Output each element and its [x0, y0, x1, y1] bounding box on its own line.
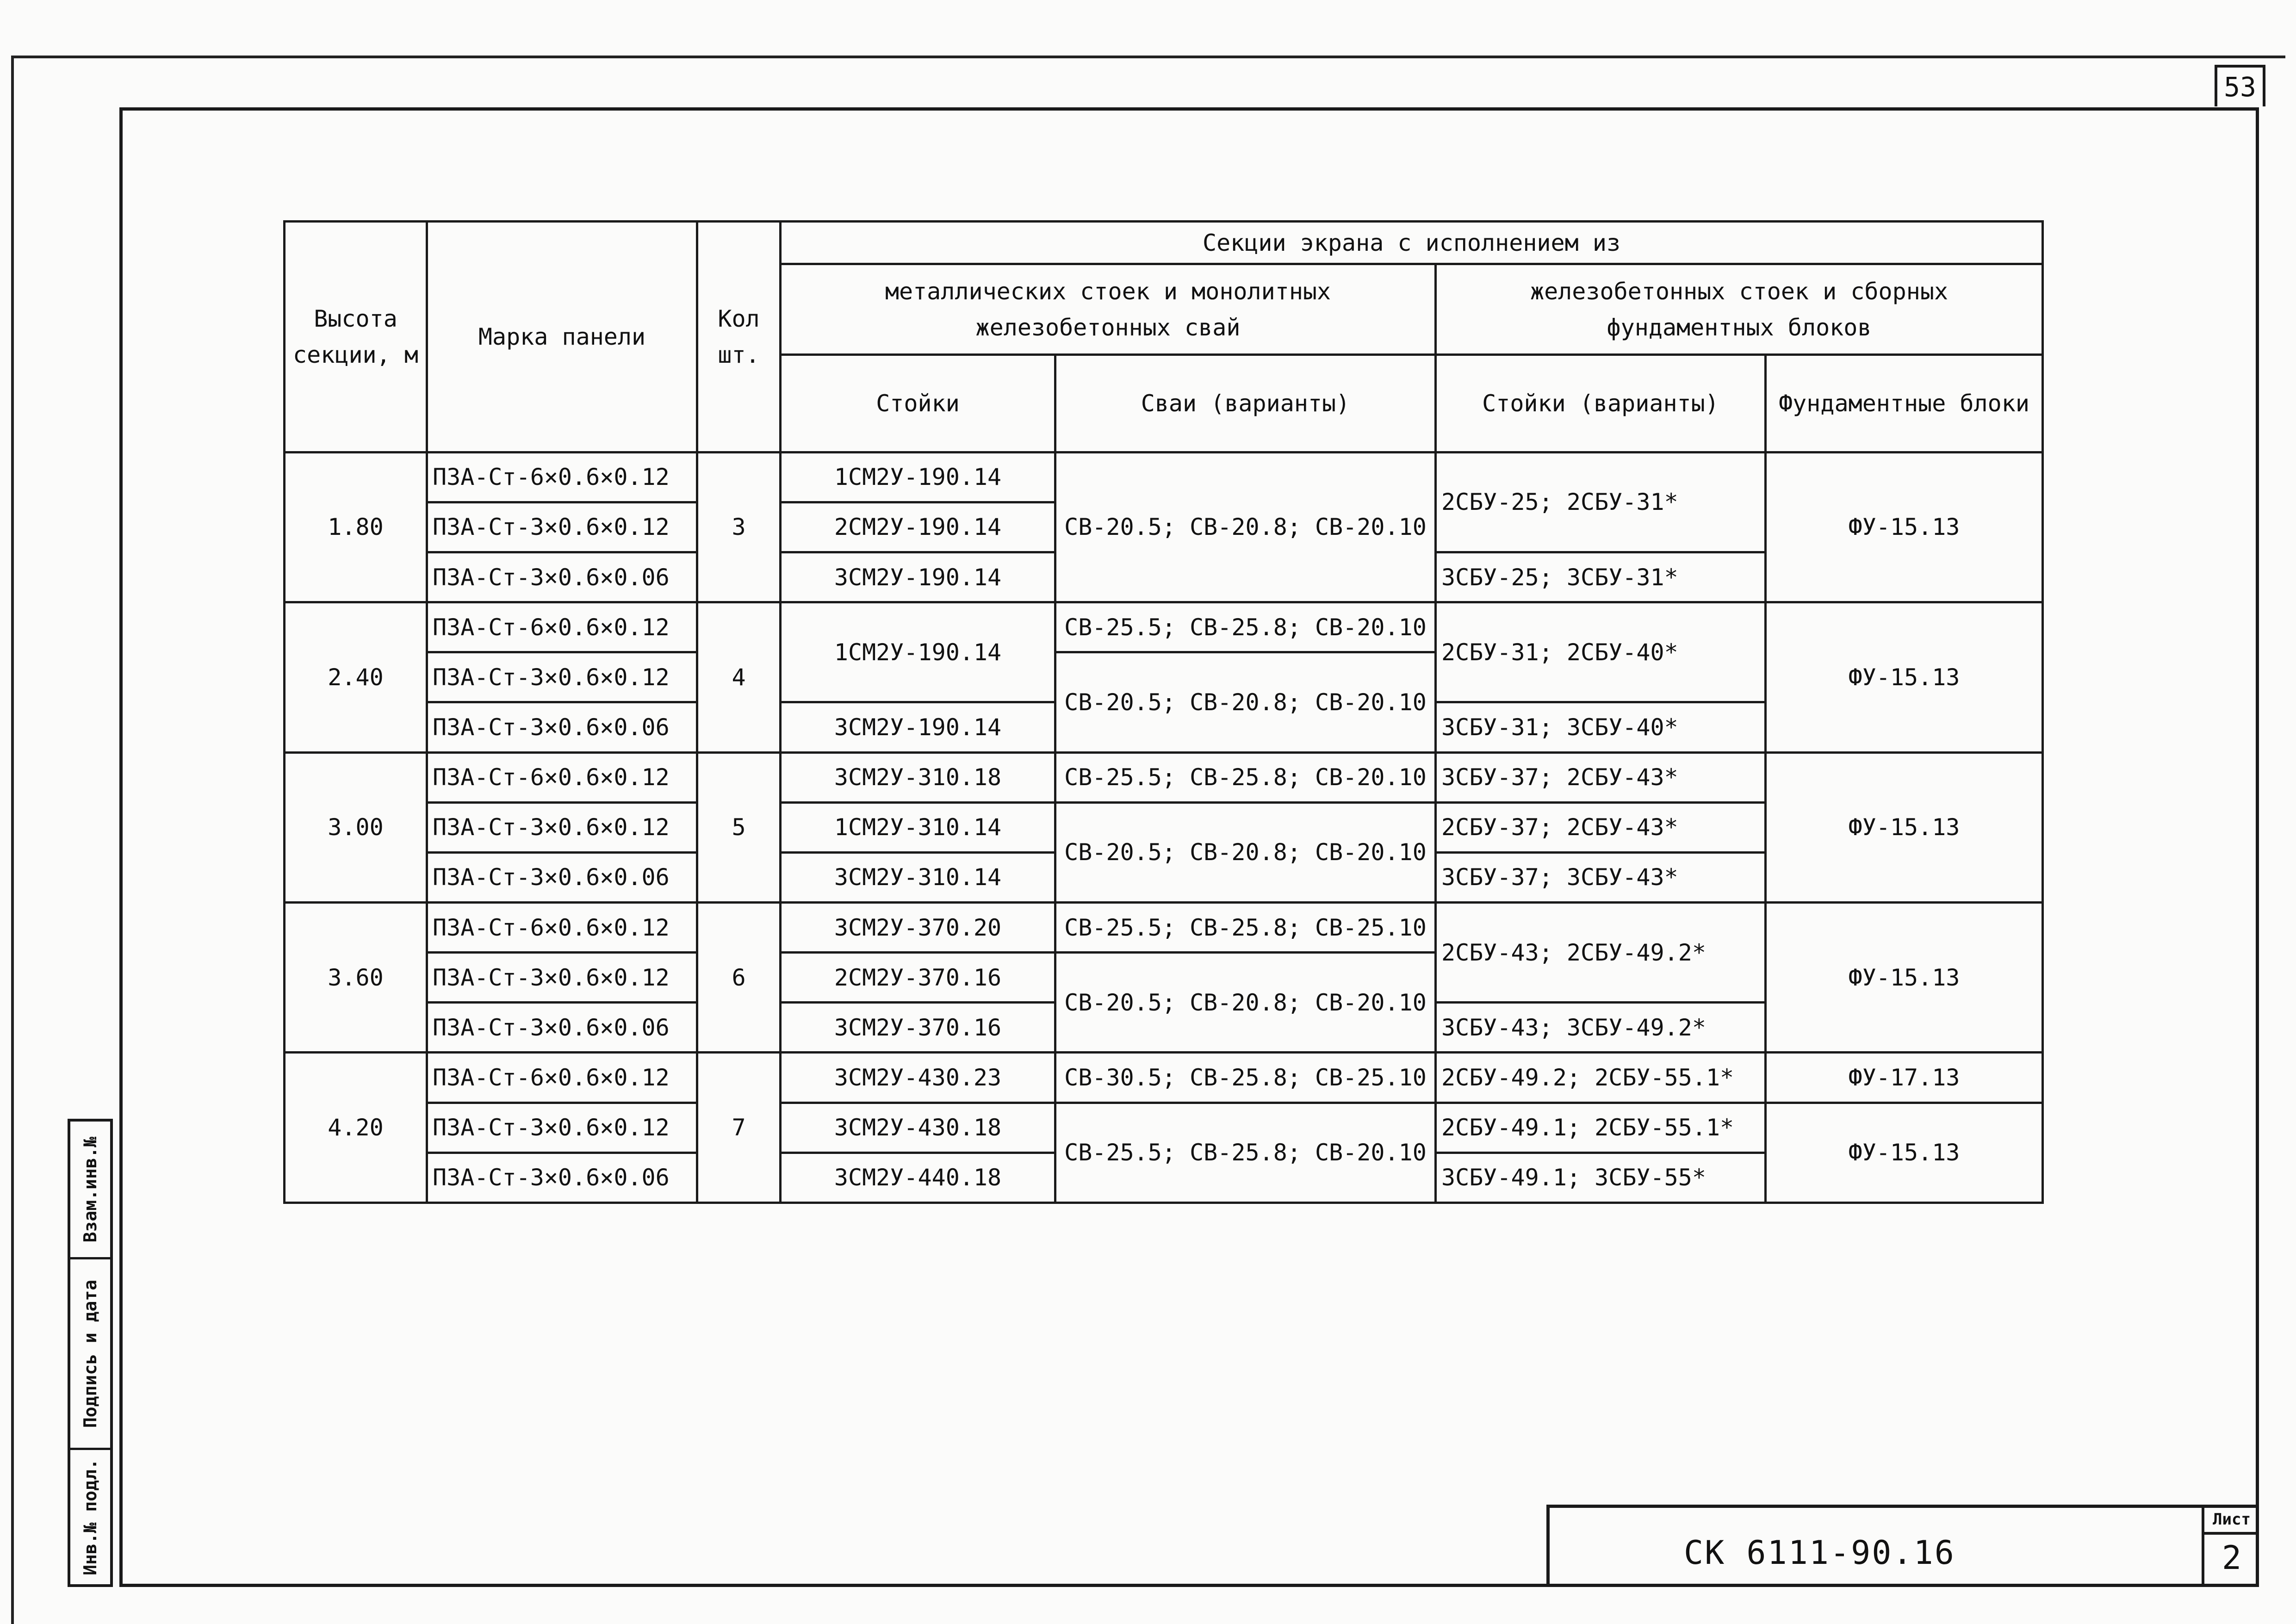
title-block [1546, 1505, 2259, 1587]
section-height: 3.00 [285, 752, 427, 902]
rc-post-variants: 3СБУ-31; 3СБУ-40* [1436, 702, 1766, 752]
table-row [285, 452, 2043, 502]
foundation-block: ФУ-15.13 [1766, 602, 2043, 752]
rc-post-variants: 2СБУ-49.1; 2СБУ-55.1* [1436, 1103, 1766, 1153]
metal-post: 3СМ2У-430.23 [781, 1053, 1055, 1103]
table-row [285, 752, 2043, 802]
pile-variants: СВ-25.5; СВ-25.8; СВ-20.10 [1055, 602, 1436, 652]
panel-qty: 4 [697, 602, 781, 752]
header-height: Высота секции, м [285, 222, 427, 452]
metal-post: 3СМ2У-310.14 [781, 852, 1055, 902]
section-height: 4.20 [285, 1053, 427, 1203]
header-piles-variants: Сваи (варианты) [1055, 355, 1436, 452]
panel-mark: ПЗА-Ст-3×0.6×0.06 [427, 1153, 697, 1203]
sheet-number: 53 [2215, 65, 2265, 106]
metal-post: 2СМ2У-370.16 [781, 953, 1055, 1003]
foundation-block: ФУ-17.13 [1766, 1053, 2043, 1103]
metal-post: 3СМ2У-370.16 [781, 1003, 1055, 1053]
panel-mark: ПЗА-Ст-6×0.6×0.12 [427, 452, 697, 502]
section-height: 1.80 [285, 452, 427, 602]
panel-qty: 7 [697, 1053, 781, 1203]
metal-post: 3СМ2У-430.18 [781, 1103, 1055, 1153]
table-row [285, 1103, 2043, 1153]
table-row [285, 602, 2043, 652]
header-qty: Кол шт. [697, 222, 781, 452]
rc-post-variants: 3СБУ-25; 3СБУ-31* [1436, 552, 1766, 602]
panel-qty: 3 [697, 452, 781, 602]
document-code: СК 6111-90.16 [1684, 1534, 1955, 1572]
panel-mark: ПЗА-Ст-6×0.6×0.12 [427, 752, 697, 802]
panel-mark: ПЗА-Ст-6×0.6×0.12 [427, 902, 697, 952]
header-posts-variants: Стойки (варианты) [1436, 355, 1766, 452]
panel-mark: ПЗА-Ст-3×0.6×0.06 [427, 852, 697, 902]
pile-variants: СВ-25.5; СВ-25.8; СВ-25.10 [1055, 902, 1436, 952]
sheet-label: Лист [2204, 1508, 2259, 1535]
metal-post: 1СМ2У-190.14 [781, 452, 1055, 502]
stamp-cell-original-inv: Инв.№ подл. [80, 1459, 100, 1575]
stamp-cell-signature-date: Подпись и дата [70, 1259, 110, 1450]
metal-post: 1СМ2У-310.14 [781, 802, 1055, 852]
metal-post: 3СМ2У-190.14 [781, 702, 1055, 752]
pile-variants: СВ-20.5; СВ-20.8; СВ-20.10 [1055, 802, 1436, 902]
rc-post-variants: 2СБУ-31; 2СБУ-40* [1436, 602, 1766, 702]
foundation-block: ФУ-15.13 [1766, 452, 2043, 602]
panel-mark: ПЗА-Ст-6×0.6×0.12 [427, 1053, 697, 1103]
rc-post-variants: 2СБУ-49.2; 2СБУ-55.1* [1436, 1053, 1766, 1103]
foundation-block: ФУ-15.13 [1766, 1103, 2043, 1203]
panel-mark: ПЗА-Ст-6×0.6×0.12 [427, 602, 697, 652]
metal-post: 3СМ2У-370.20 [781, 902, 1055, 952]
panel-mark: ПЗА-Ст-3×0.6×0.12 [427, 953, 697, 1003]
header-posts: Стойки [781, 355, 1055, 452]
panel-mark: ПЗА-Ст-3×0.6×0.12 [427, 652, 697, 702]
panel-mark: ПЗА-Ст-3×0.6×0.06 [427, 702, 697, 752]
header-row-1 [285, 222, 2043, 264]
pile-variants: СВ-20.5; СВ-20.8; СВ-20.10 [1055, 953, 1436, 1053]
side-stamp [68, 1119, 113, 1587]
table-row [285, 902, 2043, 952]
pile-variants: СВ-30.5; СВ-25.8; СВ-25.10 [1055, 1053, 1436, 1103]
panel-mark: ПЗА-Ст-3×0.6×0.06 [427, 552, 697, 602]
rc-post-variants: 2СБУ-25; 2СБУ-31* [1436, 452, 1766, 552]
foundation-block: ФУ-15.13 [1766, 902, 2043, 1052]
section-height: 2.40 [285, 602, 427, 752]
foundation-block: ФУ-15.13 [1766, 752, 2043, 902]
metal-post: 3СМ2У-310.18 [781, 752, 1055, 802]
header-group-rc: железобетонных стоек и сборных фундаментных блоков [1436, 264, 2043, 355]
panel-qty: 6 [697, 902, 781, 1052]
pile-variants: СВ-20.5; СВ-20.8; СВ-20.10 [1055, 652, 1436, 752]
rc-post-variants: 3СБУ-37; 2СБУ-43* [1436, 752, 1766, 802]
section-height: 3.60 [285, 902, 427, 1052]
panel-mark: ПЗА-Ст-3×0.6×0.12 [427, 802, 697, 852]
metal-post: 3СМ2У-190.14 [781, 552, 1055, 602]
table-row [285, 1053, 2043, 1103]
rc-post-variants: 3СБУ-43; 3СБУ-49.2* [1436, 1003, 1766, 1053]
header-sections-title: Секции экрана с исполнением из [781, 222, 2043, 264]
sheet-value: 2 [2222, 1539, 2242, 1577]
panel-qty: 5 [697, 752, 781, 902]
rc-post-variants: 2СБУ-37; 2СБУ-43* [1436, 802, 1766, 852]
rc-post-variants: 2СБУ-43; 2СБУ-49.2* [1436, 902, 1766, 1002]
pile-variants: СВ-25.5; СВ-25.8; СВ-20.10 [1055, 752, 1436, 802]
rc-post-variants: 3СБУ-49.1; 3СБУ-55* [1436, 1153, 1766, 1203]
header-group-metal: металлических стоек и монолитных железобетонных свай [781, 264, 1436, 355]
sheet-cell [2202, 1508, 2259, 1587]
header-mark: Марка панели [427, 222, 697, 452]
metal-post: 2СМ2У-190.14 [781, 502, 1055, 552]
stamp-cell-replacement: Взам.инв.№ [70, 1122, 110, 1259]
header-foundation-blocks: Фундаментные блоки [1766, 355, 2043, 452]
pile-variants: СВ-20.5; СВ-20.8; СВ-20.10 [1055, 452, 1436, 602]
panel-mark: ПЗА-Ст-3×0.6×0.12 [427, 1103, 697, 1153]
rc-post-variants: 3СБУ-37; 3СБУ-43* [1436, 852, 1766, 902]
metal-post: 1СМ2У-190.14 [781, 602, 1055, 702]
panel-mark: ПЗА-Ст-3×0.6×0.12 [427, 502, 697, 552]
sections-spec-table [283, 220, 2044, 1204]
panel-mark: ПЗА-Ст-3×0.6×0.06 [427, 1003, 697, 1053]
pile-variants: СВ-25.5; СВ-25.8; СВ-20.10 [1055, 1103, 1436, 1203]
metal-post: 3СМ2У-440.18 [781, 1153, 1055, 1203]
